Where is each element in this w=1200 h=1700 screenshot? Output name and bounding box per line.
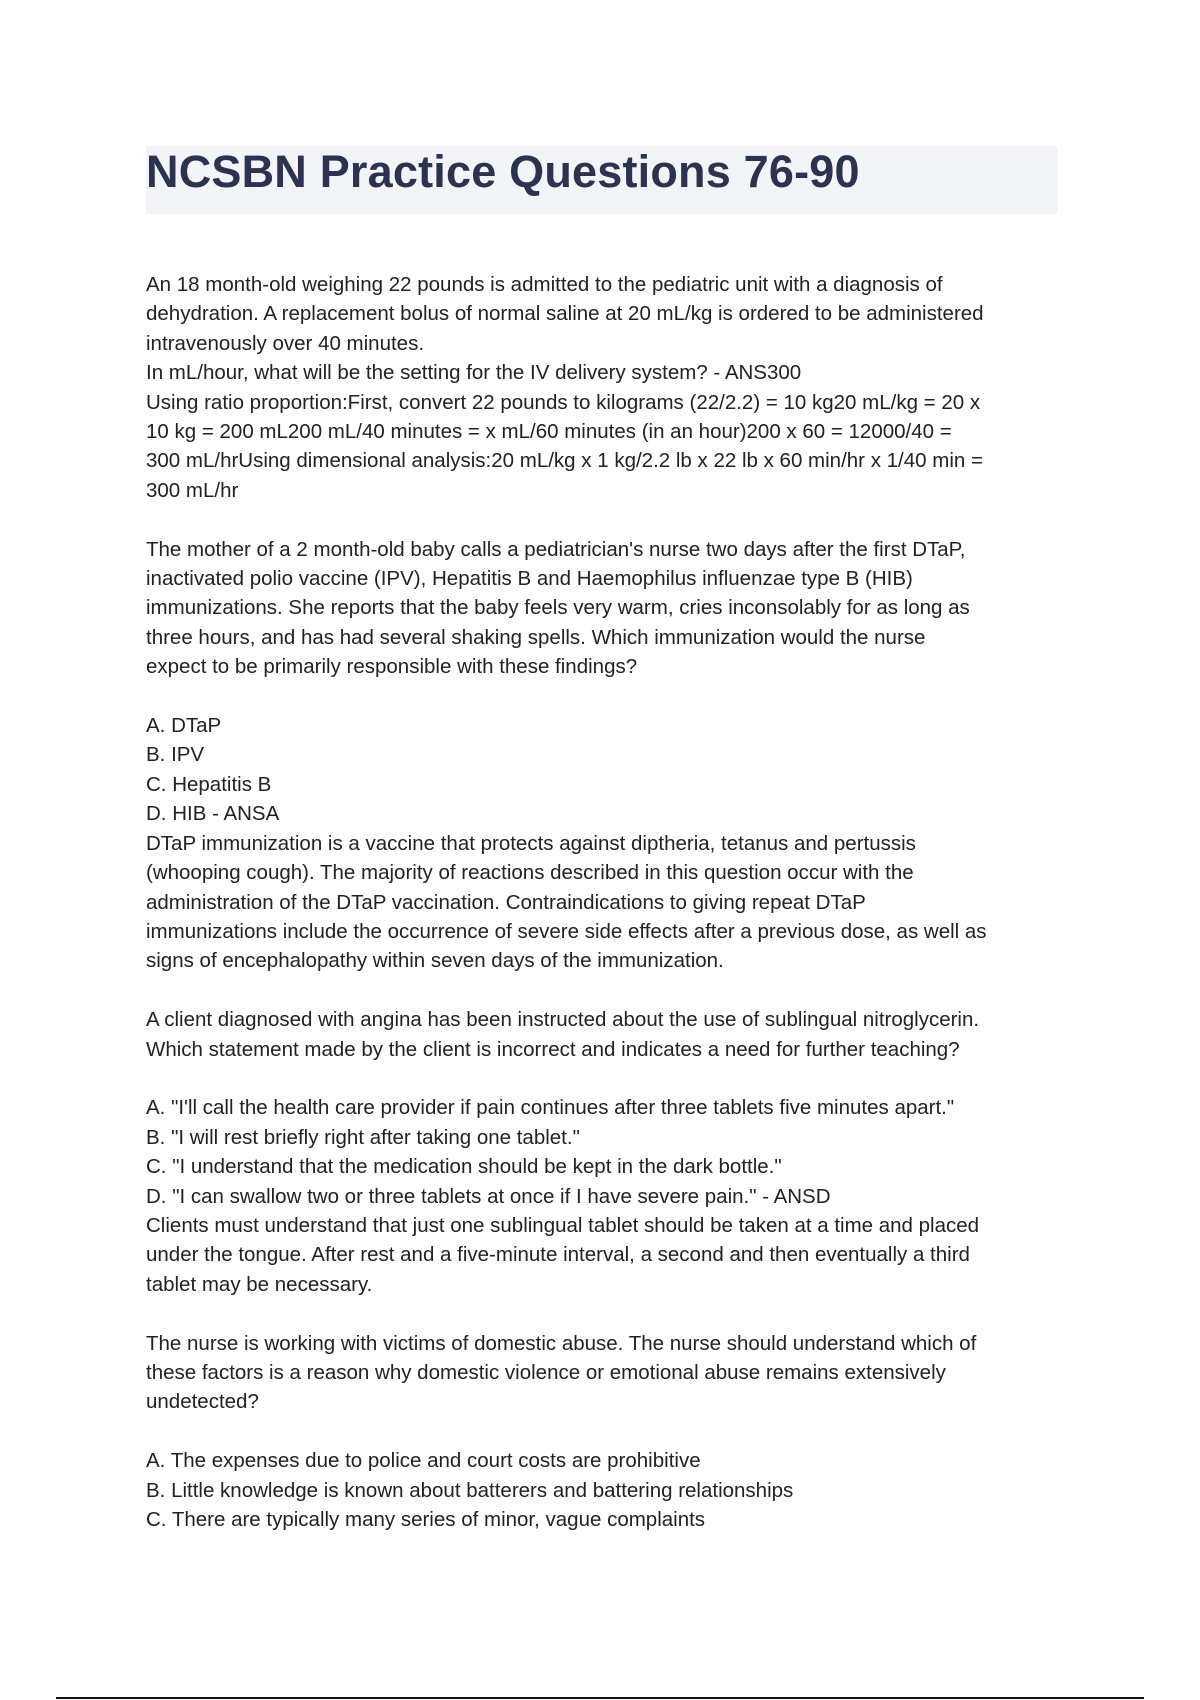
question-stem-q2	[146, 535, 1066, 682]
rationale-line: Clients must understand that just one sublingual tablet should be taken at a time and placed	[146, 1213, 980, 1237]
text-line: Which statement made by the client is incorrect and indicates a need for further teaching?	[146, 1037, 960, 1061]
option-d-answer: D. "I can swallow two or three tablets at once if I have severe pain." - ANSD	[146, 1184, 831, 1208]
answer-options-q3	[146, 1093, 1066, 1299]
rationale-line: DTaP immunization is a vaccine that protects against diptheria, tetanus and pertussis	[146, 831, 916, 855]
option-a: A. The expenses due to police and court costs are prohibitive	[146, 1449, 701, 1473]
text-line: inactivated polio vaccine (IPV), Hepatitis B and Haemophilus influenzae type B (HIB)	[146, 567, 913, 591]
text-line: 300 mL/hr	[146, 478, 239, 502]
page-title: NCSBN Practice Questions 76-90	[146, 146, 860, 197]
rationale-line: (whooping cough). The majority of reactions described in this question occur with the	[146, 861, 914, 885]
rationale-line: administration of the DTaP vaccination. Contraindications to giving repeat DTaP	[146, 890, 866, 914]
option-b: B. "I will rest briefly right after taking one tablet."	[146, 1125, 580, 1149]
text-line: dehydration. A replacement bolus of normal saline at 20 mL/kg is ordered to be administered	[146, 302, 984, 326]
text-line: In mL/hour, what will be the setting for the IV delivery system? - ANS300	[146, 361, 802, 385]
text-line: three hours, and has had several shaking spells. Which immunization would the nurse	[146, 625, 926, 649]
text-line: Using ratio proportion:First, convert 22 pounds to kilograms (22/2.2) = 10 kg20 mL/kg = 20 x	[146, 390, 981, 414]
text-line: The mother of a 2 month-old baby calls a pediatrician's nurse two days after the first DTaP,	[146, 537, 966, 561]
text-line: intravenously over 40 minutes.	[146, 331, 425, 355]
option-c: C. There are typically many series of minor, vague complaints	[146, 1507, 706, 1531]
text-line: expect to be primarily responsible with these findings?	[146, 655, 638, 679]
option-a: A. DTaP	[146, 714, 222, 738]
option-c: C. "I understand that the medication should be kept in the dark bottle."	[146, 1155, 782, 1179]
question-block-q1	[146, 270, 1066, 505]
option-a: A. "I'll call the health care provider if pain continues after three tablets five minutes apart."	[146, 1096, 955, 1120]
rationale-line: under the tongue. After rest and a five-minute interval, a second and then eventually a third	[146, 1243, 970, 1267]
question-stem-q3	[146, 1005, 1066, 1064]
option-b: B. Little knowledge is known about batterers and battering relationships	[146, 1478, 794, 1502]
answer-options-q2	[146, 711, 1066, 976]
text-line: An 18 month-old weighing 22 pounds is admitted to the pediatric unit with a diagnosis of	[146, 273, 943, 296]
document-body	[146, 270, 1066, 1564]
text-line: immunizations. She reports that the baby feels very warm, cries inconsolably for as long as	[146, 596, 970, 620]
text-line: undetected?	[146, 1390, 259, 1414]
text-line: 300 mL/hrUsing dimensional analysis:20 mL/kg x 1 kg/2.2 lb x 22 lb x 60 min/hr x 1/40 min =	[146, 449, 983, 473]
question-stem-q4	[146, 1329, 1066, 1417]
text-line: A client diagnosed with angina has been instructed about the use of sublingual nitroglycerin.	[146, 1008, 980, 1032]
option-d-answer: D. HIB - ANSA	[146, 802, 280, 826]
option-b: B. IPV	[146, 743, 205, 767]
rationale-line: immunizations include the occurrence of severe side effects after a previous dose, as well as	[146, 919, 987, 943]
rationale-line: tablet may be necessary.	[146, 1272, 373, 1296]
text-line: The nurse is working with victims of domestic abuse. The nurse should understand which of	[146, 1331, 977, 1355]
text-line: these factors is a reason why domestic violence or emotional abuse remains extensively	[146, 1360, 946, 1384]
answer-options-q4	[146, 1446, 1066, 1534]
text-line: 10 kg = 200 mL200 mL/40 minutes = x mL/60 minutes (in an hour)200 x 60 = 12000/40 =	[146, 420, 952, 444]
page-bottom-rule	[56, 1697, 1144, 1699]
rationale-line: signs of encephalopathy within seven days of the immunization.	[146, 949, 724, 973]
option-c: C. Hepatitis B	[146, 772, 272, 796]
